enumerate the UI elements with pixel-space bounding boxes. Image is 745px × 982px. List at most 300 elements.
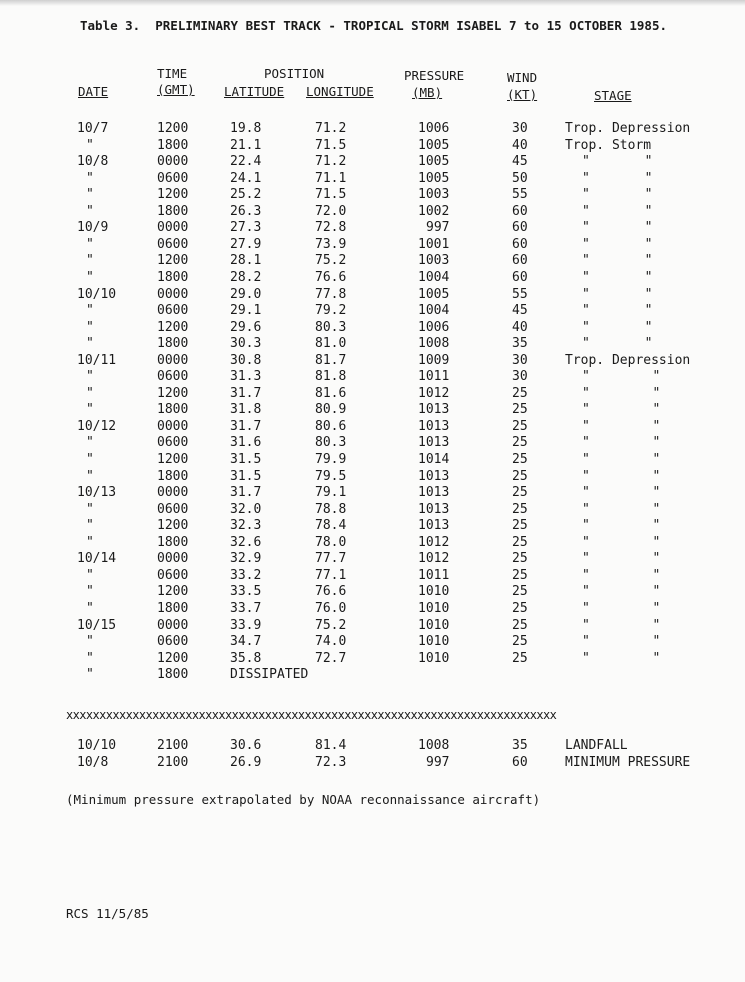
cell-time: 0600: [157, 435, 189, 451]
cell-date: ": [86, 187, 94, 203]
table-row: [0, 402, 745, 418]
header-stage: STAGE: [594, 88, 632, 103]
cell-stage: " ": [582, 584, 661, 600]
cell-latitude: 33.5: [230, 584, 262, 600]
cell-longitude: 75.2: [315, 617, 347, 633]
cell-stage: " ": [582, 203, 653, 219]
cell-stage: " ": [582, 319, 653, 335]
table-row: [0, 369, 745, 385]
cell-time: 2100: [157, 738, 189, 753]
table-row: [0, 601, 745, 617]
cell-stage: " ": [582, 170, 653, 186]
scan-edge: [0, 0, 745, 6]
cell-wind: 25: [512, 485, 528, 501]
cell-pressure: 1009: [418, 352, 450, 368]
cell-stage: " ": [582, 567, 661, 583]
cell-wind: 30: [512, 121, 528, 136]
cell-wind: 25: [512, 650, 528, 666]
cell-pressure: 1012: [418, 534, 450, 550]
cell-time: 0000: [157, 154, 189, 170]
cell-stage: " ": [582, 551, 661, 567]
header-mb: (MB): [412, 85, 443, 100]
summary-row: [0, 738, 745, 754]
cell-date: ": [86, 518, 94, 534]
cell-wind: 40: [512, 319, 528, 335]
cell-time: 1800: [157, 402, 189, 418]
table-row: [0, 435, 745, 451]
cell-date: ": [86, 170, 94, 186]
table-row: [0, 485, 745, 501]
cell-latitude: 29.6: [230, 319, 262, 335]
cell-time: 1200: [157, 187, 189, 203]
cell-date: 10/14: [77, 551, 117, 567]
cell-longitude: 71.5: [315, 137, 347, 153]
table-row: [0, 187, 745, 203]
cell-time: 0600: [157, 170, 189, 186]
cell-pressure: 1002: [418, 203, 450, 219]
cell-stage: " ": [582, 617, 661, 633]
cell-longitude: 74.0: [315, 634, 347, 650]
table-row: [0, 303, 745, 319]
cell-latitude: 28.1: [230, 253, 262, 269]
header-time: TIME: [157, 66, 188, 81]
cell-time: 1200: [157, 121, 189, 136]
cell-pressure: 1012: [418, 551, 450, 567]
cell-stage: LANDFALL: [565, 738, 628, 753]
cell-date: 10/10: [77, 738, 117, 753]
cell-longitude: 72.8: [315, 220, 347, 236]
cell-latitude: 27.9: [230, 236, 262, 252]
table-row: [0, 336, 745, 352]
cell-wind: 25: [512, 551, 528, 567]
table-row: [0, 154, 745, 170]
cell-date: ": [86, 319, 94, 335]
cell-date: ": [86, 667, 94, 683]
cell-latitude: 31.3: [230, 369, 262, 385]
cell-stage: Trop. Storm: [565, 137, 652, 153]
cell-latitude: 29.1: [230, 303, 262, 319]
cell-longitude: 71.5: [315, 187, 347, 203]
cell-pressure: 1013: [418, 518, 450, 534]
cell-date: ": [86, 600, 94, 616]
cell-wind: 35: [512, 336, 528, 352]
table-row: [0, 138, 745, 154]
cell-wind: 25: [512, 534, 528, 550]
cell-longitude: 80.6: [315, 418, 347, 434]
cell-longitude: 79.5: [315, 468, 347, 484]
cell-stage: " ": [582, 369, 661, 385]
header-date: DATE: [78, 84, 109, 99]
cell-pressure: 1012: [418, 385, 450, 401]
cell-latitude: DISSIPATED: [230, 667, 309, 683]
cell-time: 0600: [157, 567, 189, 583]
cell-latitude: 19.8: [230, 121, 262, 136]
cell-longitude: 72.0: [315, 203, 347, 219]
cell-time: 0600: [157, 303, 189, 319]
cell-wind: 55: [512, 187, 528, 203]
cell-date: ": [86, 634, 94, 650]
cell-pressure: 1006: [418, 121, 450, 136]
cell-stage: " ": [582, 452, 661, 467]
cell-latitude: 34.7: [230, 634, 262, 650]
cell-latitude: 25.2: [230, 187, 262, 203]
cell-pressure: 1010: [418, 584, 450, 600]
cell-latitude: 33.7: [230, 600, 262, 616]
cell-time: 0000: [157, 617, 189, 633]
cell-pressure: 1005: [418, 154, 450, 170]
cell-wind: 25: [512, 584, 528, 600]
cell-latitude: 31.8: [230, 402, 262, 418]
cell-longitude: 76.0: [315, 600, 347, 616]
cell-pressure: 1003: [418, 187, 450, 203]
cell-date: ": [86, 501, 94, 517]
cell-wind: 25: [512, 634, 528, 650]
cell-date: ": [86, 385, 94, 401]
cell-pressure: 997: [426, 220, 450, 236]
cell-time: 0600: [157, 634, 189, 650]
cell-pressure: 1010: [418, 634, 450, 650]
cell-date: ": [86, 584, 94, 600]
cell-latitude: 31.7: [230, 418, 262, 434]
cell-longitude: 78.0: [315, 534, 347, 550]
cell-wind: 30: [512, 352, 528, 368]
cell-stage: " ": [582, 468, 661, 484]
cell-stage: " ": [582, 303, 653, 319]
cell-date: ": [86, 650, 94, 666]
cell-time: 0000: [157, 551, 189, 567]
cell-stage: " ": [582, 501, 661, 517]
header-position: POSITION: [264, 66, 325, 81]
cell-time: 0000: [157, 220, 189, 236]
cell-stage: " ": [582, 336, 653, 352]
cell-time: 1800: [157, 269, 189, 285]
cell-time: 1800: [157, 203, 189, 219]
table-row: [0, 634, 745, 650]
cell-wind: 25: [512, 501, 528, 517]
table-row: [0, 551, 745, 567]
cell-pressure: 1008: [418, 336, 450, 352]
table-row: [0, 171, 745, 187]
cell-date: ": [86, 435, 94, 451]
cell-latitude: 28.2: [230, 269, 262, 285]
cell-time: 1200: [157, 385, 189, 401]
cell-stage: " ": [582, 634, 661, 650]
cell-stage: MINIMUM PRESSURE: [565, 754, 691, 770]
cell-longitude: 79.9: [315, 452, 347, 467]
cell-stage: " ": [582, 650, 661, 666]
cell-wind: 25: [512, 402, 528, 418]
cell-wind: 25: [512, 617, 528, 633]
cell-latitude: 31.5: [230, 468, 262, 484]
cell-date: ": [86, 402, 94, 418]
cell-pressure: 1014: [418, 452, 450, 467]
cell-wind: 40: [512, 137, 528, 153]
table-row: [0, 287, 745, 303]
cell-pressure: 1005: [418, 170, 450, 186]
cell-wind: 25: [512, 567, 528, 583]
cell-longitude: 71.2: [315, 121, 347, 136]
cell-time: 0000: [157, 418, 189, 434]
cell-stage: " ": [582, 253, 653, 269]
cell-longitude: 75.2: [315, 253, 347, 269]
cell-latitude: 30.3: [230, 336, 262, 352]
table-row: [0, 419, 745, 435]
cell-longitude: 79.2: [315, 303, 347, 319]
cell-date: ": [86, 468, 94, 484]
cell-latitude: 32.9: [230, 551, 262, 567]
cell-wind: 60: [512, 754, 528, 770]
cell-stage: " ": [582, 385, 661, 401]
cell-wind: 60: [512, 203, 528, 219]
cell-wind: 30: [512, 369, 528, 385]
cell-longitude: 78.4: [315, 518, 347, 534]
cell-pressure: 1013: [418, 501, 450, 517]
cell-latitude: 21.1: [230, 137, 262, 153]
cell-time: 1800: [157, 667, 189, 683]
cell-time: 0600: [157, 501, 189, 517]
cell-stage: " ": [582, 485, 661, 501]
cell-longitude: 77.1: [315, 567, 347, 583]
cell-stage: " ": [582, 402, 661, 418]
cell-longitude: 81.6: [315, 385, 347, 401]
cell-longitude: 71.2: [315, 154, 347, 170]
table-row: [0, 452, 745, 468]
cell-pressure: 1013: [418, 435, 450, 451]
cell-date: 10/12: [77, 418, 117, 434]
cell-latitude: 33.2: [230, 567, 262, 583]
cell-date: 10/7: [77, 121, 109, 136]
cell-longitude: 81.4: [315, 738, 347, 753]
cell-time: 1800: [157, 600, 189, 616]
cell-wind: 60: [512, 236, 528, 252]
cell-pressure: 1013: [418, 418, 450, 434]
cell-time: 1200: [157, 319, 189, 335]
table-row: [0, 618, 745, 634]
cell-date: 10/10: [77, 286, 117, 302]
table-row: [0, 518, 745, 534]
header-gmt: (GMT): [157, 82, 195, 97]
cell-date: ": [86, 452, 94, 467]
cell-wind: 25: [512, 385, 528, 401]
cell-date: 10/15: [77, 617, 117, 633]
cell-pressure: 997: [426, 754, 450, 770]
cell-latitude: 32.6: [230, 534, 262, 550]
cell-wind: 35: [512, 738, 528, 753]
cell-longitude: 76.6: [315, 269, 347, 285]
cell-time: 1800: [157, 137, 189, 153]
cell-latitude: 35.8: [230, 650, 262, 666]
cell-wind: 60: [512, 253, 528, 269]
cell-date: ": [86, 369, 94, 385]
cell-longitude: 76.6: [315, 584, 347, 600]
table-row: [0, 220, 745, 236]
cell-latitude: 29.0: [230, 286, 262, 302]
cell-time: 1800: [157, 468, 189, 484]
cell-pressure: 1005: [418, 286, 450, 302]
cell-latitude: 32.0: [230, 501, 262, 517]
header-longitude: LONGITUDE: [306, 84, 374, 99]
table-row: [0, 353, 745, 369]
cell-time: 1200: [157, 650, 189, 666]
footnote: (Minimum pressure extrapolated by NOAA reconnaissance aircraft): [66, 792, 541, 807]
cell-time: 1200: [157, 253, 189, 269]
cell-pressure: 1010: [418, 600, 450, 616]
table-row: [0, 320, 745, 336]
cell-date: ": [86, 236, 94, 252]
cell-latitude: 31.5: [230, 452, 262, 467]
cell-pressure: 1004: [418, 303, 450, 319]
cell-longitude: 80.3: [315, 435, 347, 451]
cell-latitude: 31.7: [230, 385, 262, 401]
cell-date: 10/8: [77, 754, 109, 770]
header-latitude: LATITUDE: [224, 84, 285, 99]
cell-latitude: 33.9: [230, 617, 262, 633]
cell-wind: 60: [512, 220, 528, 236]
cell-latitude: 31.7: [230, 485, 262, 501]
cell-time: 1200: [157, 584, 189, 600]
cell-pressure: 1011: [418, 567, 450, 583]
cell-latitude: 26.3: [230, 203, 262, 219]
table-row: [0, 651, 745, 667]
cell-latitude: 30.6: [230, 738, 262, 753]
cell-longitude: 80.9: [315, 402, 347, 418]
cell-date: ": [86, 203, 94, 219]
cell-pressure: 1005: [418, 137, 450, 153]
cell-wind: 45: [512, 154, 528, 170]
cell-stage: " ": [582, 220, 653, 236]
cell-wind: 60: [512, 269, 528, 285]
cell-wind: 25: [512, 600, 528, 616]
cell-wind: 55: [512, 286, 528, 302]
cell-date: ": [86, 253, 94, 269]
cell-wind: 25: [512, 435, 528, 451]
cell-pressure: 1006: [418, 319, 450, 335]
cell-pressure: 1010: [418, 650, 450, 666]
cell-longitude: 77.8: [315, 286, 347, 302]
cell-date: ": [86, 303, 94, 319]
cell-date: 10/11: [77, 352, 117, 368]
cell-wind: 25: [512, 452, 528, 467]
table-row: [0, 568, 745, 584]
cell-wind: 25: [512, 418, 528, 434]
cell-time: 0000: [157, 485, 189, 501]
table-row: [0, 667, 745, 683]
cell-stage: Trop. Depression: [565, 352, 691, 368]
cell-time: 0000: [157, 352, 189, 368]
header-kt: (KT): [507, 87, 538, 102]
cell-longitude: 81.0: [315, 336, 347, 352]
header-wind: WIND: [507, 70, 538, 85]
cell-wind: 45: [512, 303, 528, 319]
cell-time: 2100: [157, 754, 189, 770]
table-row: [0, 584, 745, 600]
table-row: [0, 121, 745, 137]
cell-longitude: 80.3: [315, 319, 347, 335]
cell-time: 1200: [157, 518, 189, 534]
cell-pressure: 1001: [418, 236, 450, 252]
cell-latitude: 32.3: [230, 518, 262, 534]
cell-pressure: 1011: [418, 369, 450, 385]
cell-longitude: 78.8: [315, 501, 347, 517]
signature: RCS 11/5/85: [66, 906, 149, 921]
cell-stage: " ": [582, 600, 661, 616]
cell-date: ": [86, 269, 94, 285]
cell-longitude: 79.1: [315, 485, 347, 501]
cell-time: 0600: [157, 236, 189, 252]
cell-stage: " ": [582, 435, 661, 451]
cell-longitude: 77.7: [315, 551, 347, 567]
cell-time: 0600: [157, 369, 189, 385]
cell-longitude: 81.8: [315, 369, 347, 385]
cell-date: ": [86, 567, 94, 583]
cell-stage: " ": [582, 286, 653, 302]
table-title: Table 3. PRELIMINARY BEST TRACK - TROPICAL STORM ISABEL 7 to 15 OCTOBER 1985.: [80, 18, 667, 33]
cell-stage: " ": [582, 187, 653, 203]
summary-row: [0, 755, 745, 771]
cell-pressure: 1013: [418, 468, 450, 484]
cell-stage: " ": [582, 154, 653, 170]
cell-time: 1200: [157, 452, 189, 467]
cell-stage: " ": [582, 418, 661, 434]
table-row: [0, 270, 745, 286]
cell-latitude: 26.9: [230, 754, 262, 770]
cell-latitude: 24.1: [230, 170, 262, 186]
table-row: [0, 469, 745, 485]
cell-latitude: 31.6: [230, 435, 262, 451]
cell-stage: Trop. Depression: [565, 121, 691, 136]
cell-stage: " ": [582, 518, 661, 534]
cell-date: ": [86, 336, 94, 352]
cell-longitude: 73.9: [315, 236, 347, 252]
cell-latitude: 30.8: [230, 352, 262, 368]
cell-latitude: 22.4: [230, 154, 262, 170]
table-row: [0, 386, 745, 402]
table-row: [0, 535, 745, 551]
cell-longitude: 72.7: [315, 650, 347, 666]
cell-pressure: 1004: [418, 269, 450, 285]
cell-pressure: 1013: [418, 485, 450, 501]
cell-wind: 25: [512, 468, 528, 484]
cell-pressure: 1010: [418, 617, 450, 633]
cell-time: 1800: [157, 336, 189, 352]
table-row: [0, 204, 745, 220]
cell-date: ": [86, 137, 94, 153]
header-pressure: PRESSURE: [404, 68, 465, 83]
cell-stage: " ": [582, 269, 653, 285]
cell-date: 10/13: [77, 485, 117, 501]
table-row: [0, 502, 745, 518]
table-row: [0, 237, 745, 253]
cell-wind: 25: [512, 518, 528, 534]
cell-time: 1800: [157, 534, 189, 550]
cell-date: ": [86, 534, 94, 550]
cell-longitude: 81.7: [315, 352, 347, 368]
cell-stage: " ": [582, 236, 653, 252]
cell-time: 0000: [157, 286, 189, 302]
cell-longitude: 71.1: [315, 170, 347, 186]
cell-pressure: 1013: [418, 402, 450, 418]
table-row: [0, 253, 745, 269]
cell-longitude: 72.3: [315, 754, 347, 770]
cell-date: 10/8: [77, 154, 109, 170]
cell-stage: " ": [582, 534, 661, 550]
cell-pressure: 1008: [418, 738, 450, 753]
cell-pressure: 1003: [418, 253, 450, 269]
cell-latitude: 27.3: [230, 220, 262, 236]
cell-wind: 50: [512, 170, 528, 186]
cell-date: 10/9: [77, 220, 109, 236]
separator-line: xxxxxxxxxxxxxxxxxxxxxxxxxxxxxxxxxxxxxxxxxxxxxxxxxxxxxxxxxxxxxxxxxxxxxxxxxx: [66, 708, 557, 722]
